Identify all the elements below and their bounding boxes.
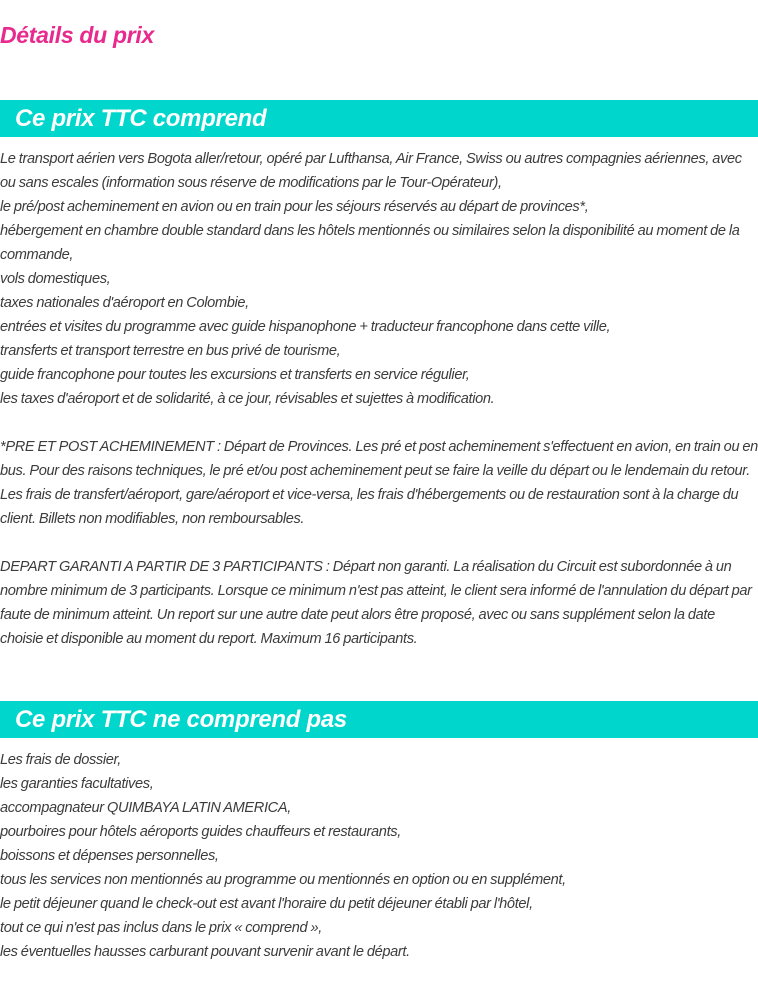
excludes-item-insurance: les garanties facultatives, (0, 776, 154, 792)
excludes-item-tips: pourboires pour hôtels aéroports guides chauffeurs et restaurants, (0, 824, 401, 840)
includes-item-lodging: hébergement en chambre double standard dans les hôtels mentionnés ou similaires selon la disponibilité au moment de la commande, (0, 223, 740, 263)
excludes-list (0, 748, 758, 964)
includes-item-guide: guide francophone pour toutes les excursions et transferts en service régulier, (0, 367, 470, 383)
excludes-item-fees: Les frais de dossier, (0, 752, 121, 768)
excludes-item-not-included: tout ce qui n'est pas inclus dans le prix « comprend », (0, 920, 322, 936)
includes-item-pre-post: le pré/post acheminement en avion ou en train pour les séjours réservés au départ de provinces*, (0, 199, 589, 215)
pre-post-note: *PRE ET POST ACHEMINEMENT : Départ de Provinces. Les pré et post acheminement s'effectuent en avion, en train ou en bus. Pour des raisons techniques, le pré et/ou post acheminement peut se faire la veille du départ ou le lendemain du retour. Les frais de transfert/aéroport, gare/aéroport et vice-versa, les frais d'hébergements ou de restauration sont à la charge du client. Billets non modifiables, non remboursables. (0, 439, 758, 527)
excludes-item-other-services: tous les services non mentionnés au programme ou mentionnés en option ou en supplément, (0, 872, 566, 888)
includes-list (0, 147, 758, 411)
excludes-item-drinks: boissons et dépenses personnelles, (0, 848, 219, 864)
excludes-item-breakfast: le petit déjeuner quand le check-out est avant l'horaire du petit déjeuner établi par l'hôtel, (0, 896, 533, 912)
includes-item-airport-taxes: taxes nationales d'aéroport en Colombie, (0, 295, 249, 311)
includes-item-solidarity-taxes: les taxes d'aéroport et de solidarité, à ce jour, révisables et sujettes à modification. (0, 391, 495, 407)
excludes-heading: Ce prix TTC ne comprend pas (0, 701, 758, 738)
includes-item-domestic-flights: vols domestiques, (0, 271, 111, 287)
includes-item-transfers: transferts et transport terrestre en bus privé de tourisme, (0, 343, 341, 359)
includes-item-visits: entrées et visites du programme avec guide hispanophone + traducteur francophone dans cette ville, (0, 319, 611, 335)
includes-heading: Ce prix TTC comprend (0, 100, 758, 137)
excludes-item-fuel-surcharge: les éventuelles hausses carburant pouvant survenir avant le départ. (0, 944, 410, 960)
page-title: Détails du prix (0, 22, 154, 48)
excludes-item-escort: accompagnateur QUIMBAYA LATIN AMERICA, (0, 800, 291, 816)
guaranteed-departure-note: DEPART GARANTI A PARTIR DE 3 PARTICIPANTS : Départ non garanti. La réalisation du Circuit est subordonnée à un nombre minimum de 3 participants. Lorsque ce minimum n'est pas atteint, le client sera informé de l'annulation du départ par faute de minimum atteint. Un report sur une autre date peut alors être proposé, avec ou sans supplément selon la date choisie et disponible au moment du report. Maximum 16 participants. (0, 559, 752, 647)
includes-item-air-transport: Le transport aérien vers Bogota aller/retour, opéré par Lufthansa, Air France, Swiss ou autres compagnies aériennes, avec ou sans escales (information sous réserve de modifications par le Tour-Opérateur), (0, 151, 742, 191)
